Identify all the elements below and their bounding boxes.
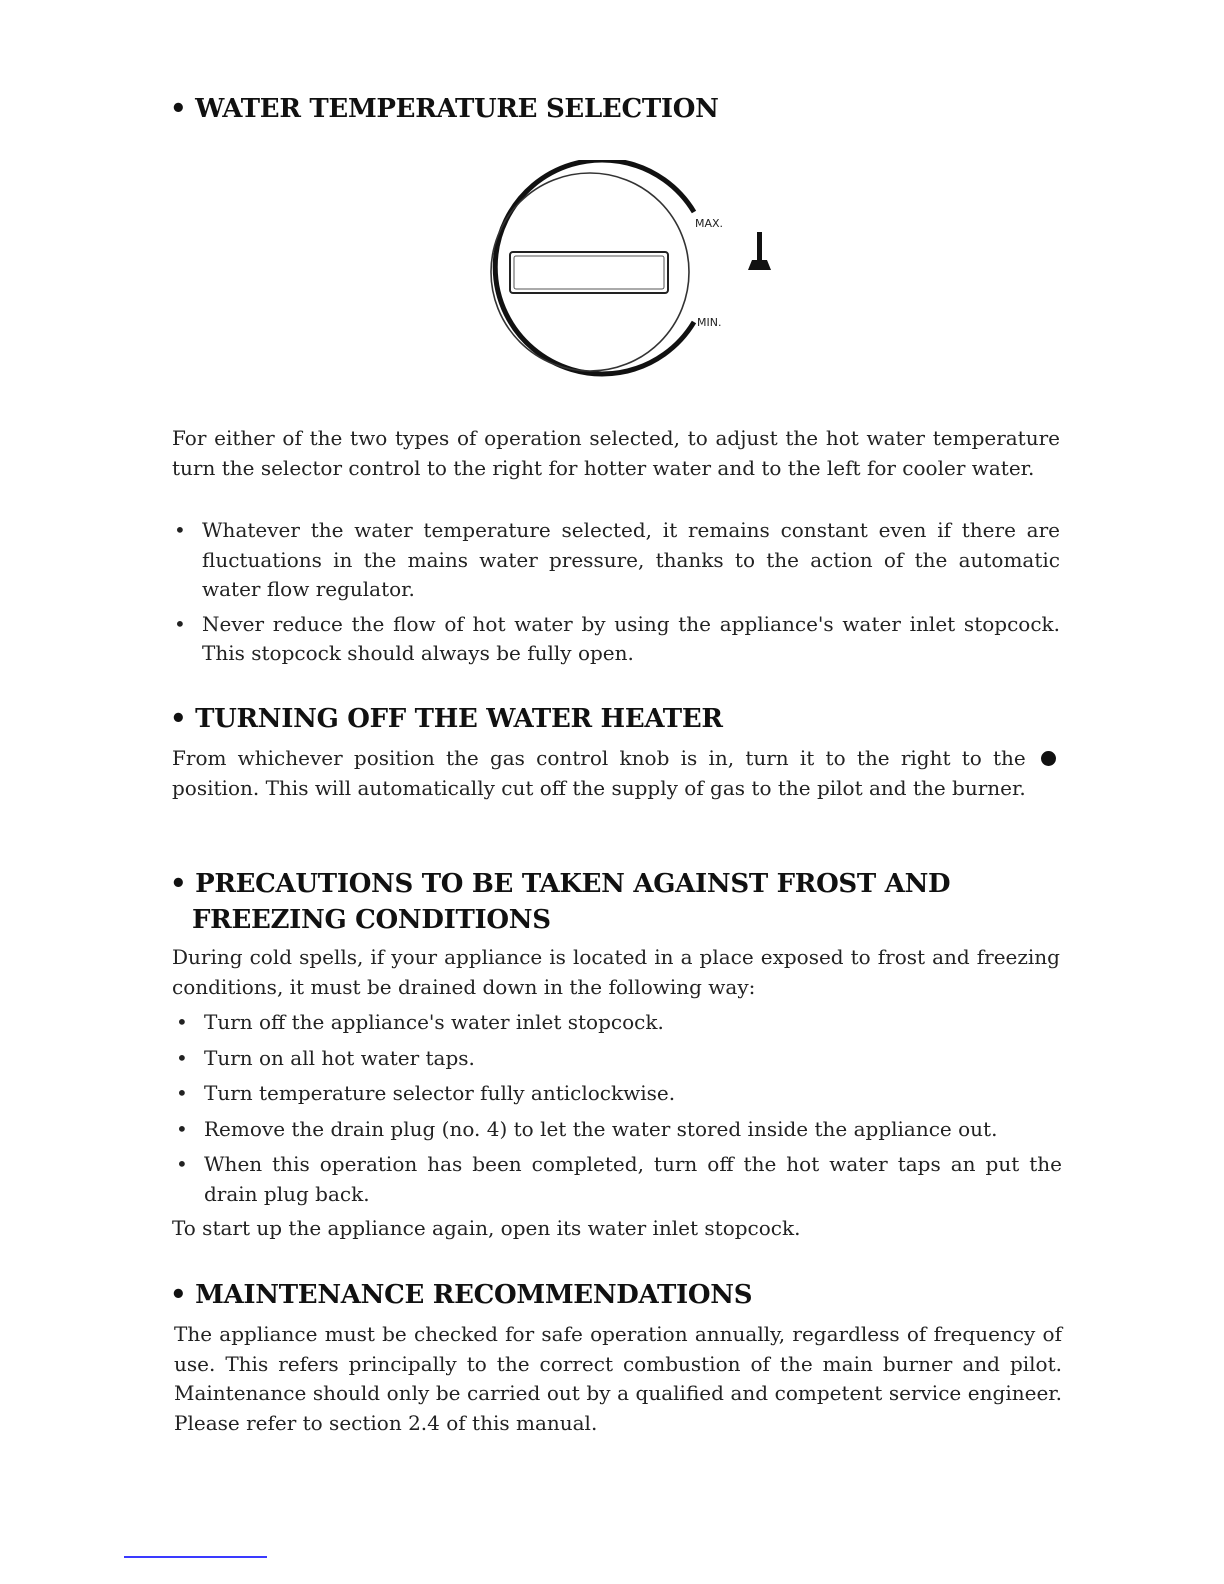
- list-item: • Turn on all hot water taps.: [174, 1044, 1062, 1074]
- heading-frost-line1: • PRECAUTIONS TO BE TAKEN AGAINST FROST AND: [170, 869, 951, 899]
- dial-knob-slot: [510, 252, 668, 293]
- heading-maintenance: • MAINTENANCE RECOMMENDATIONS: [170, 1280, 753, 1310]
- dial-pointer-marker: [748, 232, 771, 270]
- frost-bullets: [174, 1008, 1062, 1209]
- turning-off-text-start: From whichever position the gas control knob is in, turn it to the right to the: [172, 746, 1026, 770]
- temperature-dial-figure: [470, 160, 780, 390]
- list-item: • Remove the drain plug (no. 4) to let the water stored inside the appliance out.: [174, 1115, 1062, 1145]
- frost-paragraph: During cold spells, if your appliance is located in a place exposed to frost and freezing conditions, it must be drained down in the following way:: [172, 945, 1060, 999]
- heading-frost-line2: FREEZING CONDITIONS: [192, 905, 551, 935]
- temperature-bullets: [172, 516, 1060, 669]
- heading-frost-precautions: [170, 866, 950, 938]
- maintenance-paragraph: The appliance must be checked for safe operation annually, regardless of frequency of use. This refers principally to the correct combustion of the main burner and pilot. Maintenance should only be carried out by a qualified and competent service engineer. Please refer to section 2.4 of this manual.: [174, 1322, 1062, 1435]
- dial-max-label: MAX.: [695, 217, 724, 230]
- frost-closing: To start up the appliance again, open its water inlet stopcock.: [172, 1216, 801, 1240]
- turning-off-paragraph: [172, 744, 1060, 803]
- heading-water-temperature: • WATER TEMPERATURE SELECTION: [170, 94, 719, 124]
- list-item: • Whatever the water temperature selected, it remains constant even if there are fluctuations in the mains water pressure, thanks to the action of the automatic water flow regulator.: [172, 516, 1060, 605]
- turning-off-text-end: position. This will automatically cut off the supply of gas to the pilot and the burner.: [172, 775, 1026, 800]
- off-position-icon: [1041, 751, 1056, 766]
- temperature-paragraph: For either of the two types of operation selected, to adjust the hot water temperature turn the selector control to the right for hotter water and to the left for cooler water.: [172, 426, 1060, 480]
- list-item: • Turn off the appliance's water inlet stopcock.: [174, 1008, 1062, 1038]
- dial-min-label: MIN.: [697, 316, 722, 329]
- footnote-divider: [124, 1556, 267, 1558]
- list-item: • When this operation has been completed, turn off the hot water taps an put the drain plug back.: [174, 1150, 1062, 1209]
- list-item: • Never reduce the flow of hot water by using the appliance's water inlet stopcock. This stopcock should always be fully open.: [172, 610, 1060, 669]
- heading-turning-off: • TURNING OFF THE WATER HEATER: [170, 704, 723, 734]
- list-item: • Turn temperature selector fully anticlockwise.: [174, 1079, 1062, 1109]
